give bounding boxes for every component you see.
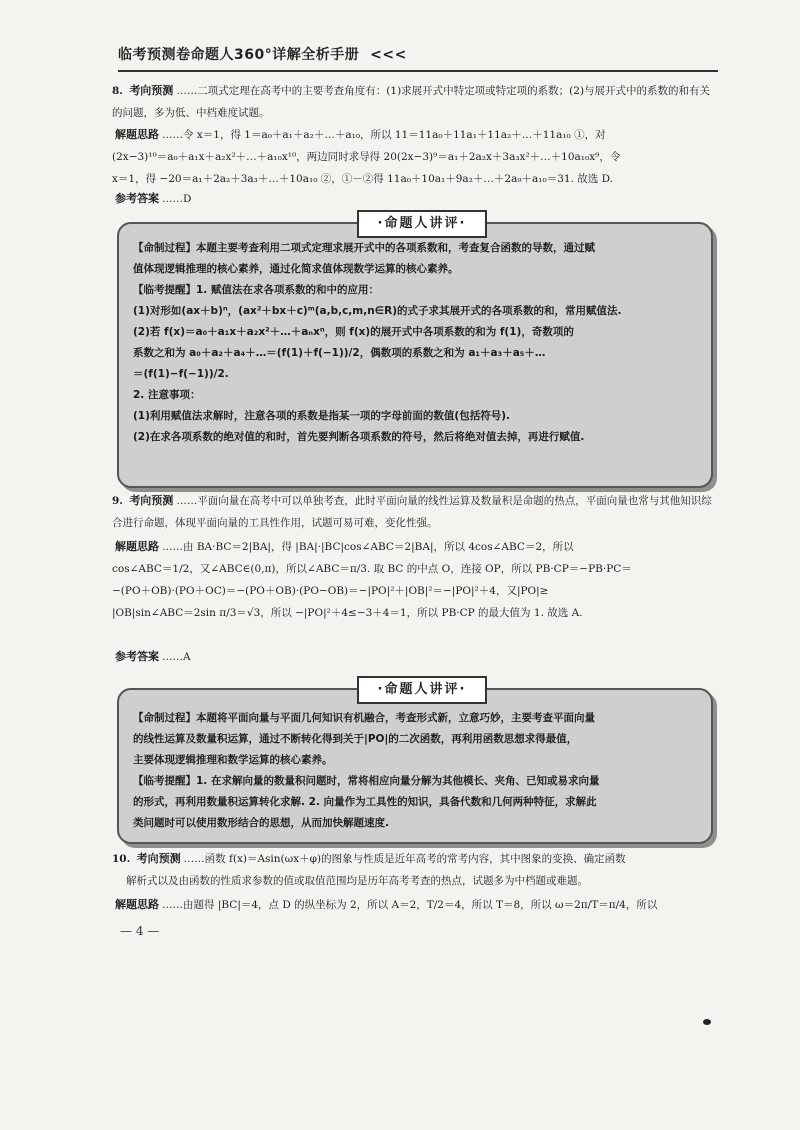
box2-title: ·命题人讲评·: [357, 676, 487, 704]
box1-line: 【命制过程】本题主要考查利用二项式定理求展开式中的各项系数和，考查复合函数的导数，通过赋: [133, 242, 595, 254]
box2-text: [133, 708, 701, 834]
q9-answer: [112, 646, 712, 668]
page-number: — 4 —: [120, 924, 160, 938]
box1-line: (2)若 f(x)＝a₀＋a₁x＋a₂x²＋…＋aₙxⁿ，则 f(x)的展开式中各项系数的和为 f(1)，奇数项的: [133, 326, 574, 338]
q8-number: 8.: [112, 85, 123, 97]
box2-line: 【命制过程】本题将平面向量与平面几何知识有机融合，考查形式新，立意巧妙，主要考查平面向量: [133, 712, 595, 724]
q8-forecast-tag: 考向预测: [129, 84, 174, 97]
q9-solution-line: cos∠ABC＝1/2，又∠ABC∈(0,π)，所以∠ABC＝π/3. 取 BC 的中点 O，连接 OP，所以 PB·CP＝−PB·PC＝: [112, 563, 632, 575]
q8-forecast-text: ……二项式定理在高考中的主要考查角度有：(1)求展开式中特定项或特定项的系数；(2)与展开式中的系数的和有关的问题，多为低、中档难度试题。: [112, 85, 711, 119]
box2-line: 【临考提醒】1. 在求解向量的数量积问题时，常将相应向量分解为其他模长、夹角、已知或易求向量: [133, 775, 600, 787]
q9-solution-line: ……由 BA·BC＝2|BA|，得 |BA|·|BC|cos∠ABC＝2|BA|，所以 4cos∠ABC＝2，所以: [162, 541, 574, 553]
box1-line: ＝(f(1)−f(−1))/2.: [133, 368, 229, 380]
q8-answer-tag: 参考答案: [115, 192, 159, 205]
q9-solution-tag: 解题思路: [115, 540, 159, 553]
q8-solution-l2: (2x−3)¹⁰＝a₀＋a₁x＋a₂x²＋…＋a₁₀x¹⁰，两边同时求导得 20(2x−3)⁹＝a₁＋2a₂x＋3a₃x²＋…＋10a₁₀x⁹，令: [112, 151, 621, 163]
box1-line: 【临考提醒】1. 赋值法在求各项系数的和中的应用：: [133, 284, 379, 296]
box1-line: (2)在求各项系数的绝对值的和时，首先要判断各项系数的符号，然后将绝对值去掉，再进行赋值.: [133, 431, 585, 443]
commentary-box-1: [117, 216, 713, 488]
q10-solution-text: ……由题得 |BC|＝4，点 D 的纵坐标为 2，所以 A＝2，T/2＝4，所以 T＝8，所以 ω＝2π/T＝π/4，所以: [162, 899, 658, 911]
q9-solution-line: |OB|sin∠ABC＝2sin π/3＝√3，所以 −|PO|²＋4≤−3＋4＝1，所以 PB·CP 的最大值为 1. 故选 A.: [112, 607, 583, 619]
box1-line: (1)利用赋值法求解时，注意各项的系数是指某一项的字母前面的数值(包括符号).: [133, 410, 510, 422]
box2-line: 主要体现逻辑推理和数学运算的核心素养。: [133, 754, 333, 766]
q8-solution-l3: x＝1，得 −20＝a₁＋2a₂＋3a₃＋…＋10a₁₀ ②，①－②得 11a₀＋10a₁＋9a₂＋…＋2a₉＋a₁₀＝31. 故选 D.: [112, 173, 613, 185]
q8-solution-tag: 解题思路: [115, 128, 159, 141]
q9-answer-text: ……A: [162, 651, 191, 663]
box1-line: (1)对形如(ax＋b)ⁿ，(ax²＋bx＋c)ᵐ(a,b,c,m,n∈R)的式子求其展开式的各项系数的和，常用赋值法.: [133, 305, 622, 317]
box1-line: 2. 注意事项：: [133, 389, 201, 401]
q9-forecast: [112, 490, 712, 534]
q10-forecast-l2: 解析式以及由函数的性质求参数的值或取值范围均是历年高考考查的热点，试题多为中档题或难题。: [126, 875, 588, 887]
q10-forecast-l1: ……函数 f(x)＝Asin(ωx＋φ)的图象与性质是近年高考的常考内容，其中图象的变换、确定函数: [183, 853, 626, 865]
q10-solution-tag: 解题思路: [115, 898, 159, 911]
q9-forecast-text: ……平面向量在高考中可以单独考查，此时平面向量的线性运算及数量积是命题的热点，平面向量也常与其他知识综合进行命题，体现平面向量的工具性作用，试题可易可难，变化性强。: [112, 495, 712, 529]
q10-forecast: [112, 848, 712, 892]
box2-line: 的形式，再利用数量积运算转化求解. 2. 向量作为工具性的知识，具备代数和几何两种特征，求解此: [133, 796, 597, 808]
page-header: [118, 44, 718, 72]
box1-line: 值体现逻辑推理的核心素养，通过化简求值体现数学运算的核心素养。: [133, 263, 459, 275]
box1-line: 系数之和为 a₀＋a₂＋a₄＋…＝(f(1)＋f(−1))/2，偶数项的系数之和为 a₁＋a₃＋a₅＋…: [133, 347, 546, 359]
q8-forecast: [112, 80, 712, 124]
q9-answer-tag: 参考答案: [115, 650, 159, 663]
q8-answer-text: ……D: [162, 193, 192, 205]
header-title: 临考预测卷命题人360°详解全析手册: [118, 47, 360, 63]
q10-forecast-tag: 考向预测: [136, 852, 181, 865]
box1-title: ·命题人讲评·: [357, 210, 487, 238]
q9-solution-line: −(PO＋OB)·(PO＋OC)＝−(PO＋OB)·(PO−OB)＝−|PO|²＋|OB|²＝−|PO|²＋4，又|PO|≥: [112, 585, 549, 597]
commentary-box-2: [117, 682, 713, 844]
q9-number: 9.: [112, 495, 123, 507]
q9-solution: [112, 536, 712, 624]
q8-answer: [112, 188, 712, 210]
header-arrows: <<<: [370, 47, 407, 63]
q10-solution: [112, 894, 712, 916]
ink-dot: [703, 1019, 711, 1025]
box1-text: [133, 238, 701, 448]
q8-solution: [112, 124, 712, 190]
q10-number: 10.: [112, 853, 131, 865]
box2-line: 的线性运算及数量积运算，通过不断转化得到关于|PO|的二次函数，再利用函数思想求得最值，: [133, 733, 578, 745]
q8-solution-l1: ……令 x＝1，得 1＝a₀＋a₁＋a₂＋…＋a₁₀，所以 11＝11a₀＋11a₁＋11a₂＋…＋11a₁₀ ①，对: [162, 129, 606, 141]
box2-line: 类问题时可以使用数形结合的思想，从而加快解题速度.: [133, 817, 389, 829]
q9-forecast-tag: 考向预测: [129, 494, 174, 507]
